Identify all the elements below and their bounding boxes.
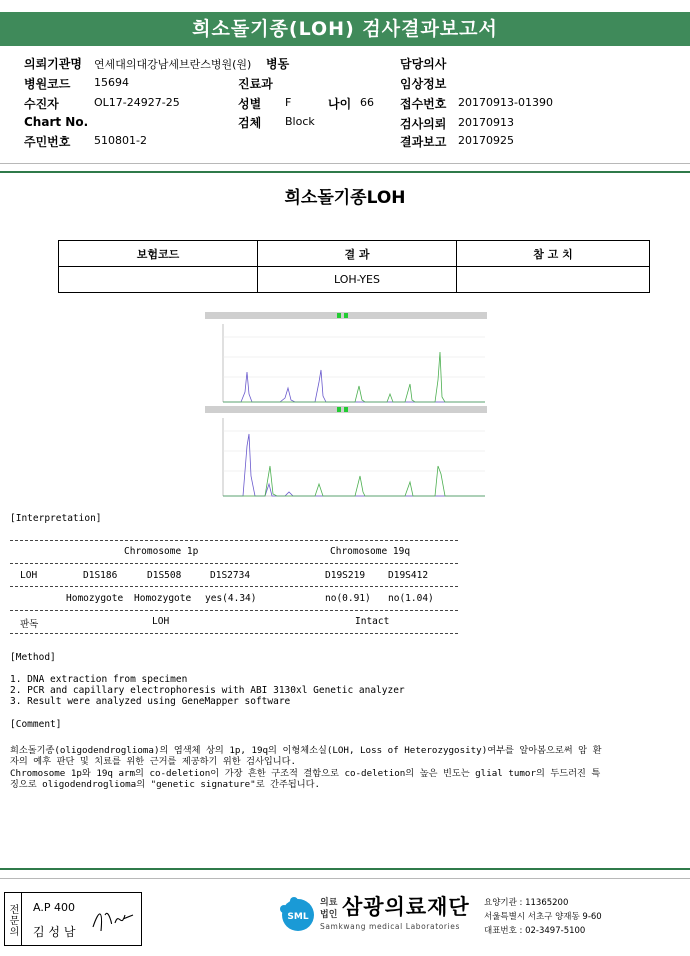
sml-logo-icon — [268, 893, 316, 943]
age-value: 66 — [360, 96, 374, 109]
electropherogram-2 — [205, 406, 487, 498]
chromosome-1p-header: Chromosome 1p — [124, 546, 199, 557]
marker: D19S219 — [325, 570, 366, 581]
result-table — [58, 240, 650, 293]
dashed-rule — [10, 540, 458, 541]
dashed-rule — [10, 610, 458, 611]
method-item: 3. Result were analyzed using GeneMapper software — [10, 696, 291, 707]
resident-no-label: 주민번호 — [24, 135, 71, 149]
clinical-label: 임상정보 — [400, 77, 447, 91]
divider — [0, 171, 690, 173]
header-result: 결 과 — [258, 241, 457, 267]
receipt-label: 접수번호 — [400, 97, 447, 111]
comment-line: 희소돌기종(oligodendroglioma)의 염색체 상의 1p, 19q의 이형체소실(LOH, Loss of Heterozygosity)여부를 알아봄으로써 암 환 — [10, 745, 602, 756]
institution-value: 연세대의대강남세브란스병원(원) — [94, 58, 252, 71]
specimen-value: Block — [285, 115, 315, 128]
report-label: 결과보고 — [400, 135, 447, 149]
examinee-value: OL17-24927-25 — [94, 96, 180, 109]
sex-value: F — [285, 96, 292, 109]
cell-insurance-code — [59, 267, 258, 293]
report-title-banner — [0, 12, 690, 46]
header-reference: 참 고 치 — [457, 241, 650, 267]
ward-label: 병동 — [266, 57, 290, 71]
dashed-rule — [10, 586, 458, 587]
hospital-code-label: 병원코드 — [24, 77, 71, 91]
marker-value: Homozygote — [134, 593, 192, 604]
doctor-label: 담당의사 — [400, 57, 447, 71]
comment-heading: [Comment] — [10, 719, 62, 730]
loh-row-label: LOH — [20, 570, 38, 581]
examinee-label: 수진자 — [24, 97, 59, 111]
chromosome-19q-header: Chromosome 19q — [330, 546, 411, 557]
chart-no-label: Chart No. — [24, 115, 89, 129]
divider — [0, 163, 690, 164]
method-item: 2. PCR and capillary electrophoresis with ABI 3130xl Genetic analyzer — [10, 685, 405, 696]
dashed-rule — [10, 633, 458, 634]
method-heading: [Method] — [10, 652, 56, 663]
comment-line: Chromosome 1p와 19q arm의 co-deletion이 가장 흔한 구조적 결함으로 co-deletion의 높은 빈도는 glial tumor의 두드러진 특 — [10, 768, 601, 779]
marker: D1S186 — [83, 570, 118, 581]
table-header-row — [59, 241, 650, 267]
electropherogram-1 — [205, 312, 487, 404]
marker-value: Homozygote — [66, 593, 124, 604]
doctor-name: 김 성 남 — [33, 925, 76, 939]
marker: D1S508 — [147, 570, 182, 581]
comment-line: 징으로 oligodendroglioma의 "genetic signature"로 간주됩니다. — [10, 779, 321, 790]
org-name: 삼광의료재단 — [342, 895, 470, 919]
header-insurance-code: 보험코드 — [59, 241, 258, 267]
marker-value: yes(4.34) — [205, 593, 257, 604]
receipt-value: 20170913-01390 — [458, 96, 553, 109]
marker-value: no(1.04) — [388, 593, 434, 604]
cell-reference — [457, 267, 650, 293]
judgement-1p: LOH — [152, 616, 170, 627]
ap-label: A.P 400 — [33, 901, 75, 914]
dept-label: 진료과 — [238, 77, 273, 91]
org-prefix-2: 법인 — [320, 910, 338, 920]
marker: D19S412 — [388, 570, 429, 581]
request-value: 20170913 — [458, 116, 514, 129]
resident-no-value: 510801-2 — [94, 134, 147, 147]
specimen-label: 검체 — [238, 116, 262, 130]
cell-result: LOH-YES — [258, 267, 457, 293]
org-prefix-1: 의료 — [320, 898, 338, 908]
org-phone: 대표번호 : 02-3497-5100 — [484, 926, 586, 936]
interpretation-heading: [Interpretation] — [10, 513, 102, 524]
age-label: 나이 — [328, 97, 352, 111]
comment-line: 자의 예후 판단 및 치료를 위한 근거를 제공하기 위한 검사입니다. — [10, 756, 297, 767]
judgement-19q: Intact — [355, 616, 390, 627]
section-title: 희소돌기종LOH — [284, 188, 406, 208]
request-label: 검사의뢰 — [400, 117, 447, 131]
judgement-label: 판독 — [20, 619, 39, 630]
divider — [0, 868, 690, 870]
org-address: 서울특별시 서초구 양재동 9-60 — [484, 912, 602, 922]
institution-code: 요양기관 : 11365200 — [484, 898, 569, 908]
logo-text: SML — [287, 912, 309, 922]
marker-value: no(0.91) — [325, 593, 371, 604]
sex-label: 성별 — [238, 97, 262, 111]
report-value: 20170925 — [458, 134, 514, 147]
method-item: 1. DNA extraction from specimen — [10, 674, 188, 685]
table-row — [59, 267, 650, 293]
hospital-code-value: 15694 — [94, 76, 129, 89]
specialist-signature-box — [4, 892, 142, 946]
marker: D1S2734 — [210, 570, 251, 581]
dashed-rule — [10, 563, 458, 564]
specialist-column: 전문의 — [5, 893, 22, 945]
report-title: 희소돌기종(LOH) 검사결과보고서 — [192, 18, 498, 40]
org-english-name: Samkwang medical Laboratories — [320, 922, 461, 931]
divider — [0, 878, 690, 879]
institution-label: 의뢰기관명 — [24, 57, 82, 71]
signature-mark — [89, 901, 137, 937]
